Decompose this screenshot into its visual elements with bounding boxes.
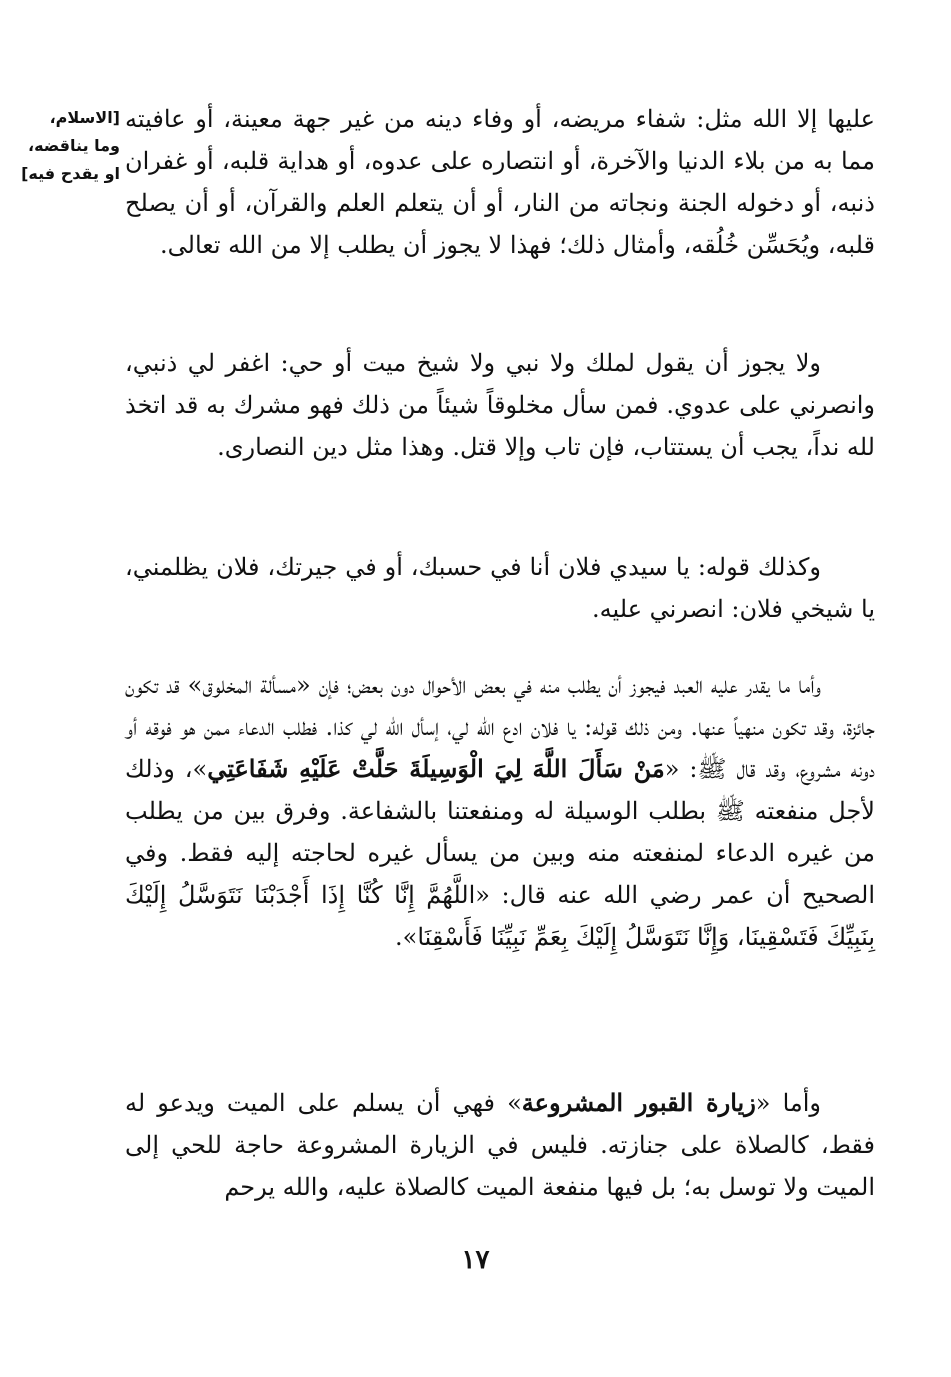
- hadith-quote-wasila: مَنْ سَأَلَ اللَّهَ لِيَ الْوَسِيلَةَ حَلَّتْ عَلَيْهِ شَفَاعَتِي: [207, 754, 665, 783]
- paragraph-4-part-a: وأما ما يقدر عليه العبد فيجوز أن يطلب منه في بعض الأحوال دون بعض؛ فإن «مسألة المخلوق» قد تكون جائزة، وقد تكون منهياً عنها. ومن ذلك قوله: يا فلان ادع الله لي، إسأل الله لي كذا. فطلب الدعاء ممن هو فوقه أو دونه مشروع، وقد قال ﷺ: «: [125, 671, 875, 783]
- paragraph-5-text: [125, 1082, 875, 1208]
- paragraph-2-text: ولا يجوز أن يقول لملك ولا نبي ولا شيخ ميت أو حي: اغفر لي ذنبي، وانصرني على عدوي. فمن سأل مخلوقاً شيئاً من ذلك فهو مشرك به قد اتخذ لله نداً، يجب أن يستتاب، فإن تاب وإلا قتل. وهذا مثل دين النصارى.: [125, 349, 875, 461]
- paragraph-4-part-c: ».: [395, 923, 418, 951]
- paragraph-1: [125, 98, 875, 266]
- umar-quote: اللَّهُمَّ إِنَّا كُنَّا إِذَا أَجْدَبْنَا نَتَوَسَّلُ إِلَيْكَ بِنَبِيِّكَ فَتَسْقِينَا، وَإِنَّا نَتَوَسَّلُ إِلَيْكَ بِعَمِّ نَبِيِّنَا فَأَسْقِنَا: [125, 881, 875, 951]
- paragraph-2: [125, 342, 875, 468]
- paragraph-1-text: عليها إلا الله مثل: شفاء مريضه، أو وفاء دينه من غير جهة معينة، أو عافيته مما به من بلاء الدنيا والآخرة، أو انتصاره على عدوه، أو هداية قلبه، أو غفران ذنبه، أو دخوله الجنة ونجاته من النار، أو أن يتعلم العلم والقرآن، أو أن يصلح قلبه، ويُحَسِّن خُلُقه، وأمثال ذلك؛ فهذا لا يجوز أن يطلب إلا من الله تعالى.: [125, 105, 875, 259]
- paragraph-4-text: [125, 664, 875, 958]
- page-number: ١٧: [461, 1245, 490, 1275]
- paragraph-3-text: وكذلك قوله: يا سيدي فلان أنا في حسبك، أو في جيرتك، فلان يظلمني، يا شيخي فلان: انصرني عليه.: [125, 553, 875, 623]
- paragraph-3: [125, 546, 875, 630]
- term-grave-visit: زيارة القبور المشروعة: [521, 1088, 756, 1117]
- paragraph-4: [125, 664, 875, 958]
- paragraph-5-part-a: وأما «: [755, 1089, 821, 1117]
- paragraph-5: [125, 1082, 875, 1208]
- paragraph-5-part-b: » فهي أن يسلم على الميت ويدعو له فقط، كالصلاة على جنازته. فليس في الزيارة المشروعة حاجة للحي إلى الميت ولا توسل به؛ بل فيها منفعة الميت كالصلاة عليه، والله يرحم: [125, 1089, 875, 1201]
- paragraph-4-part-b: »، وذلك لأجل منفعته ﷺ بطلب الوسيلة له ومنفعتنا بالشفاعة. وفرق بين من يطلب من غيره الدعاء لمنفعته منه وبين من يسأل غيره لحاجته إليه فقط. وفي الصحيح أن عمر رضي الله عنه قال: «: [125, 755, 875, 909]
- margin-note: [الاسلام، وما يناقضه، او يقدح فيه]: [21, 108, 120, 183]
